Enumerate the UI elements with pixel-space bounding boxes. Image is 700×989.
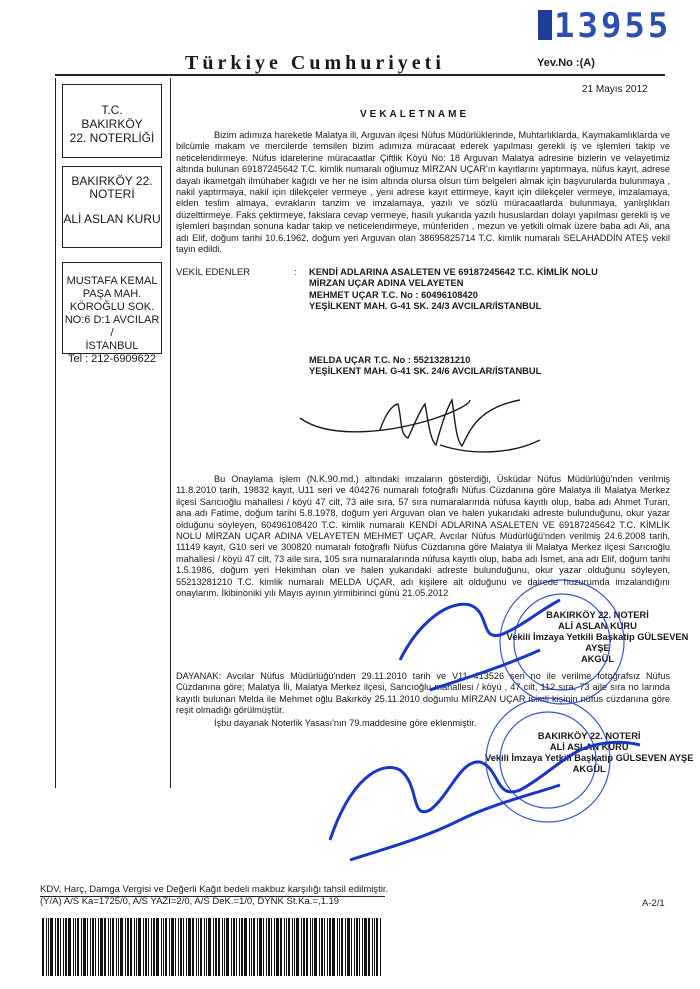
barcode-bar [292,918,293,976]
barcode-bar [263,918,264,976]
barcode-bar [186,918,187,976]
barcode-bar [359,918,360,976]
barcode-bar [224,918,225,976]
barcode-bar [286,918,287,976]
barcode-bar [192,918,194,976]
paragraph-basis: DAYANAK: Avcılar Nüfus Müdürlüğü'nden 29.11.2010 tarih ve V11 413526 seri no ile verilme fotoğrafsız Nüfus Cüzdanına göre; Malatya İli, Malatya Merkez ilçesi, Sarıcıoğlu mahallesi / köyü , 47 cilt, 112 sıra, 73 aile sıra no larında kayıtlı bulunan Melda ile Mehmet oğlu Bakırköy 25.11.2010 doğumlu MİRZAN UÇAR isimli kişinin nüfus cüzdanına göre reşit olmadığı görülmüştür. [176,671,670,716]
barcode-bar [110,918,111,976]
barcode-bar [138,918,141,976]
barcode-bar [63,918,64,976]
principal-line: MELDA UÇAR T.C. No : 55213281210 [309,355,471,365]
address-line: İSTANBUL [85,340,139,352]
address-line: NO:6 D:1 AVCILAR / [64,314,160,339]
barcode-bar [175,918,176,976]
barcode-bar [303,918,305,976]
barcode-bar [165,918,167,976]
barcode-bar [118,918,119,976]
address-line: PAŞA MAH. [82,288,142,300]
barcode-bar [57,918,59,976]
barcode-bar [143,918,144,976]
barcode-bar [251,918,252,976]
barcode-bar [284,918,285,976]
sig-line: Vekili İmzaya Yetkili Başkatip GÜLSEVEN AYŞE [485,753,694,763]
principal-1 [309,267,669,313]
sidebar [55,78,171,788]
barcode-bar [266,918,267,976]
barcode-bar [60,918,61,976]
document-number: 13955 [538,6,671,46]
barcode-bar [116,918,117,976]
notary-line: BAKIRKÖY 22. [71,174,153,188]
document-title: VEKALETNAME [360,109,470,120]
barcode-bar [171,918,174,976]
barcode-bar [145,918,147,976]
principal-2 [309,355,669,378]
footer-rule [40,896,385,897]
barcode-bar [288,918,290,976]
sig-line: ALİ ASLAN KURU [549,742,629,752]
barcode-bar [163,918,164,976]
notary-name: ALİ ASLAN KURU [63,212,161,226]
paragraph-attestation: Bu Onaylama işlem (N.K.90.md.) altındaki imzaların gösterdiği, Üsküdar Nüfus Müdürlüğü'nden verilmiş 11.8.2010 tarih, 19832 kayıt, U11 seri ve 404276 numaralı fotoğraflı Nüfus Cüzdanına göre Malatya ili Malatya Merkez ilçesi Sarıcıoğlu mahallesi / köyü 47 cilt, 73 aile sıra, 57 sıra numaralarında nüfusa kayıtlı olup, baba adı Ahmet Turan, ana adı Fatime, doğum tarihi 5.8.1978, doğum yeri Arguvan olan ve halen yukarıdaki adreste bulunduğunu, okur yazar olduğunu söyleyen, 60496108420 T.C. kimlik numaralı KENDİ ADLARINA ASALETEN VE 69187245642 T.C. KİMLİK NOLU MİRZAN UÇAR ADINA VELAYETEN MEHMET UÇAR, Avcılar Nüfus Müdürlüğü'nden verilmiş 24.6.2008 tarih, 11149 kayıt, G10 seri ve 300820 numaralı fotoğraflı Nüfus Cüzdanına göre Malatya ili Malatya Merkez ilçesi Sarıcıoğlu mahallesi / köyü 47 cilt, 73 aile sıra, 105 sıra numaralarında nüfusa kayıtlı olup, baba adı İsmet, ana adı Elif, doğum tarihi 1.5.1986, doğum yeri Hekimhan olan ve halen yukarıdaki adreste bulunduğunu, okur yazar olduğunu söyleyen, 55213281210 T.C. kimlik numaralı MELDA UÇAR, adı kişilere ait olduğunu ve dairede huzurumda imzalandığını onaylarım. İkibinoniki yılı Mayıs ayının yirmibirinci günü 21.05.2012 [176,474,670,599]
barcode-bar [312,918,313,976]
office-line: BAKIRKÖY [81,117,143,131]
address-box [62,262,162,365]
vekil-label: VEKİL EDENLER [176,267,251,278]
barcode-bar [244,918,247,976]
office-line: T.C. [101,103,123,117]
barcode-bar [296,918,299,976]
barcode-bar [206,918,207,976]
notary-signature-block [495,610,700,665]
sig-line: BAKIRKÖY 22. NOTERİ [546,610,649,620]
principal-line: MEHMET UÇAR T.C. No : 60496108420 [309,289,478,300]
barcode-bar [204,918,205,976]
barcode-bar [120,918,123,976]
address-line: MUSTAFA KEMAL [66,275,158,287]
barcode-bar [46,918,47,976]
barcode-bar [259,918,262,976]
barcode-bar [50,918,53,976]
barcode-bar [345,918,346,976]
barcode-bar [280,918,282,976]
vekil-colon: : [294,267,297,278]
barcode-bar [321,918,323,976]
footer-line: (Y/A) A/S Ka=1725/0, A/S YAZI=2/0, A/S DeK.=1/0, DYNK St.Ka.=,1.19 [40,895,340,907]
principal-line: KENDİ ADLARINA ASALETEN VE 69187245642 T.C. KİMLİK NOLU [309,267,598,277]
barcode-bar [98,918,99,976]
sig-line: ALİ ASLAN KURU [558,621,637,631]
barcode-bar [183,918,184,976]
barcode-bar [198,918,199,976]
barcode-bar [364,918,367,976]
barcode-bar [374,918,375,976]
barcode-bar [77,918,79,976]
barcode-bar [130,918,132,976]
barcode-bar [306,918,308,976]
barcode-bar [310,918,311,976]
yevno-label: Yev.No :(A) [537,57,595,69]
phone-line: Tel : 212-6909622 [67,353,157,365]
barcode-bar [324,918,325,976]
barcode-bar [108,918,109,976]
footer-line: KDV, Harç, Damga Vergisi ve Değerli Kağıt bedeli makbuz karşılığı tahsil edilmiştir. [40,884,389,895]
barcode-bar [92,918,94,976]
barcode-bar [341,918,343,976]
barcode-bar [218,918,220,976]
paragraph-authority: Bizim adımıza hareketle Malatya ili, Arguvan ilçesi Nüfus Müdürlüklerinde, Muhtarlıklarda, Kaymakamlıklarda ve bilcümle makam ve mercilerde temsilen bizim adımıza müracaat ederek yapılması gerekli iş ve işlemleri takip ve neticelendirmeye. Nüfus idarelerine müracaatlar Çiftlik Köyü No: 18 Arguvan Malatya adresine bizlerin ve velayetimiz altında bulunan 69187245642 T.C. kimlik numaralı oğlumuz MİRZAN UÇAR'ın kayıtlarını yaptırmaya, nüfus kayıt, adrese dayalı ikametgah ilmühaber kağıdı ve her ne isim altında olursa olsun tüm belgeleri almak için başvurularda bulunmaya , nakil yaptırmaya, nakil için dilekçeler vermeye , yeni adrese kayıt ettirmeye, kayıt için dilekçeler vermeye, imzalamaya, elden teslim almaya, evrakların tanzim ve imzalamaya, yazılı ve sözlü müracaatlarda bulunmaya, yanlışlıkları düzelttirmeye. Faks çektirmeye, fakslara cevap vermeye, hasılı yukarıda yazılı hususlardan dolayı yapılması gerekli iş ve işlemleri başından sonuna kadar takip ve neticelendirmeye, münferiden , mezun ve yetkili olmak üzere baba adı Ali, ana adı Elif, doğum tarihi 10.6.1962, doğum yeri Arguvan olan 38695825714 T.C. kimlik numaralı SELAHADDİN ATEŞ vekil tayin edildi. [176,130,670,255]
barcode-bar [125,918,126,976]
barcode-bar [339,918,340,976]
barcode-bar [81,918,82,976]
principal-line: YEŞİLKENT MAH. G-41 SK. 24/3 AVCILAR/İSTANBUL [309,301,542,312]
address-line: KÖROĞLU SOK. [69,301,155,313]
barcode-bar [222,918,223,976]
barcode-bar [294,918,295,976]
barcode-bar [301,918,302,976]
barcode-bar [226,918,229,976]
barcode-bar [151,918,152,976]
barcode-bar [233,918,235,976]
barcode-bar [104,918,106,976]
barcode-bar [356,918,358,976]
barcode-bar [215,918,217,976]
barcode-bar [380,918,381,976]
barcode-bar [327,918,328,976]
barcode-bar [347,918,350,976]
barcode-bar [180,918,182,976]
paragraph-basis-note: İşbu dayanak Noterlik Yasası'nın 79.maddesine göre eklenmiştir. [214,718,477,728]
barcode-bar [178,918,179,976]
barcode-bar [83,918,86,976]
barcode-bar [376,918,378,976]
barcode-bar [257,918,258,976]
barcode-bar [319,918,320,976]
header-rule [55,74,665,76]
header-title: Türkiye Cumhuriyeti [185,52,445,74]
barcode-bar [231,918,232,976]
barcode-bar [196,918,197,976]
sig-line: BAKIRKÖY 22. NOTERİ [537,731,641,741]
barcode-bar [241,918,243,976]
barcode-bar [276,918,279,976]
barcode-bar [372,918,373,976]
barcode-bar [351,918,352,976]
sig-line: AKGÜL [572,764,606,774]
barcode-bar [239,918,240,976]
barcode-bar [55,918,56,976]
notary-signature-block-2 [485,731,693,775]
barcode-bar [153,918,155,976]
barcode-bar [268,918,270,976]
barcode-bar [314,918,317,976]
barcode-bar [134,918,135,976]
page-code: A-2/1 [642,898,665,909]
barcode-bar [274,918,275,976]
office-box [62,84,162,158]
barcode-bar [200,918,202,976]
notary-line: NOTERİ [89,187,135,201]
barcode-bar [148,918,149,976]
barcode-bar [271,918,272,976]
barcode-bar [95,918,96,976]
barcode-bar [65,918,67,976]
barcode-bar [332,918,335,976]
barcode-bar [68,918,71,976]
barcode-icon [42,918,388,976]
principal-line: MİRZAN UÇAR ADINA VELAYETEN [309,278,464,289]
barcode-bar [87,918,88,976]
barcode-bar [75,918,76,976]
barcode-bar [90,918,91,976]
barcode-bar [249,918,250,976]
barcode-bar [188,918,191,976]
barcode-bar [368,918,370,976]
barcode-bar [127,918,129,976]
barcode-bar [362,918,363,976]
barcode-bar [136,918,137,976]
barcode-bar [208,918,211,976]
document-date: 21 Mayıs 2012 [582,84,648,95]
barcode-bar [156,918,159,976]
barcode-bar [161,918,162,976]
barcode-bar [329,918,331,976]
barcode-bar [42,918,44,976]
barcode-bar [73,918,74,976]
barcode-bar [100,918,103,976]
barcode-bar [48,918,49,976]
barcode-bar [213,918,214,976]
office-line: 22. NOTERLİĞİ [69,131,155,145]
notary-box [62,166,162,248]
sig-line: AKGÜL [580,654,615,664]
barcode-bar [354,918,355,976]
principal-line: YEŞİLKENT MAH. G-41 SK. 24/6 AVCILAR/İSTANBUL [309,366,542,377]
barcode-bar [112,918,114,976]
barcode-bar [236,918,237,976]
sig-line: Vekili İmzaya Yetkili Başkatip GÜLSEVEN AYŞE [506,632,689,653]
handwritten-signature-icon [300,400,540,452]
barcode-bar [169,918,170,976]
barcode-bar [253,918,255,976]
barcode-bar [337,918,338,976]
